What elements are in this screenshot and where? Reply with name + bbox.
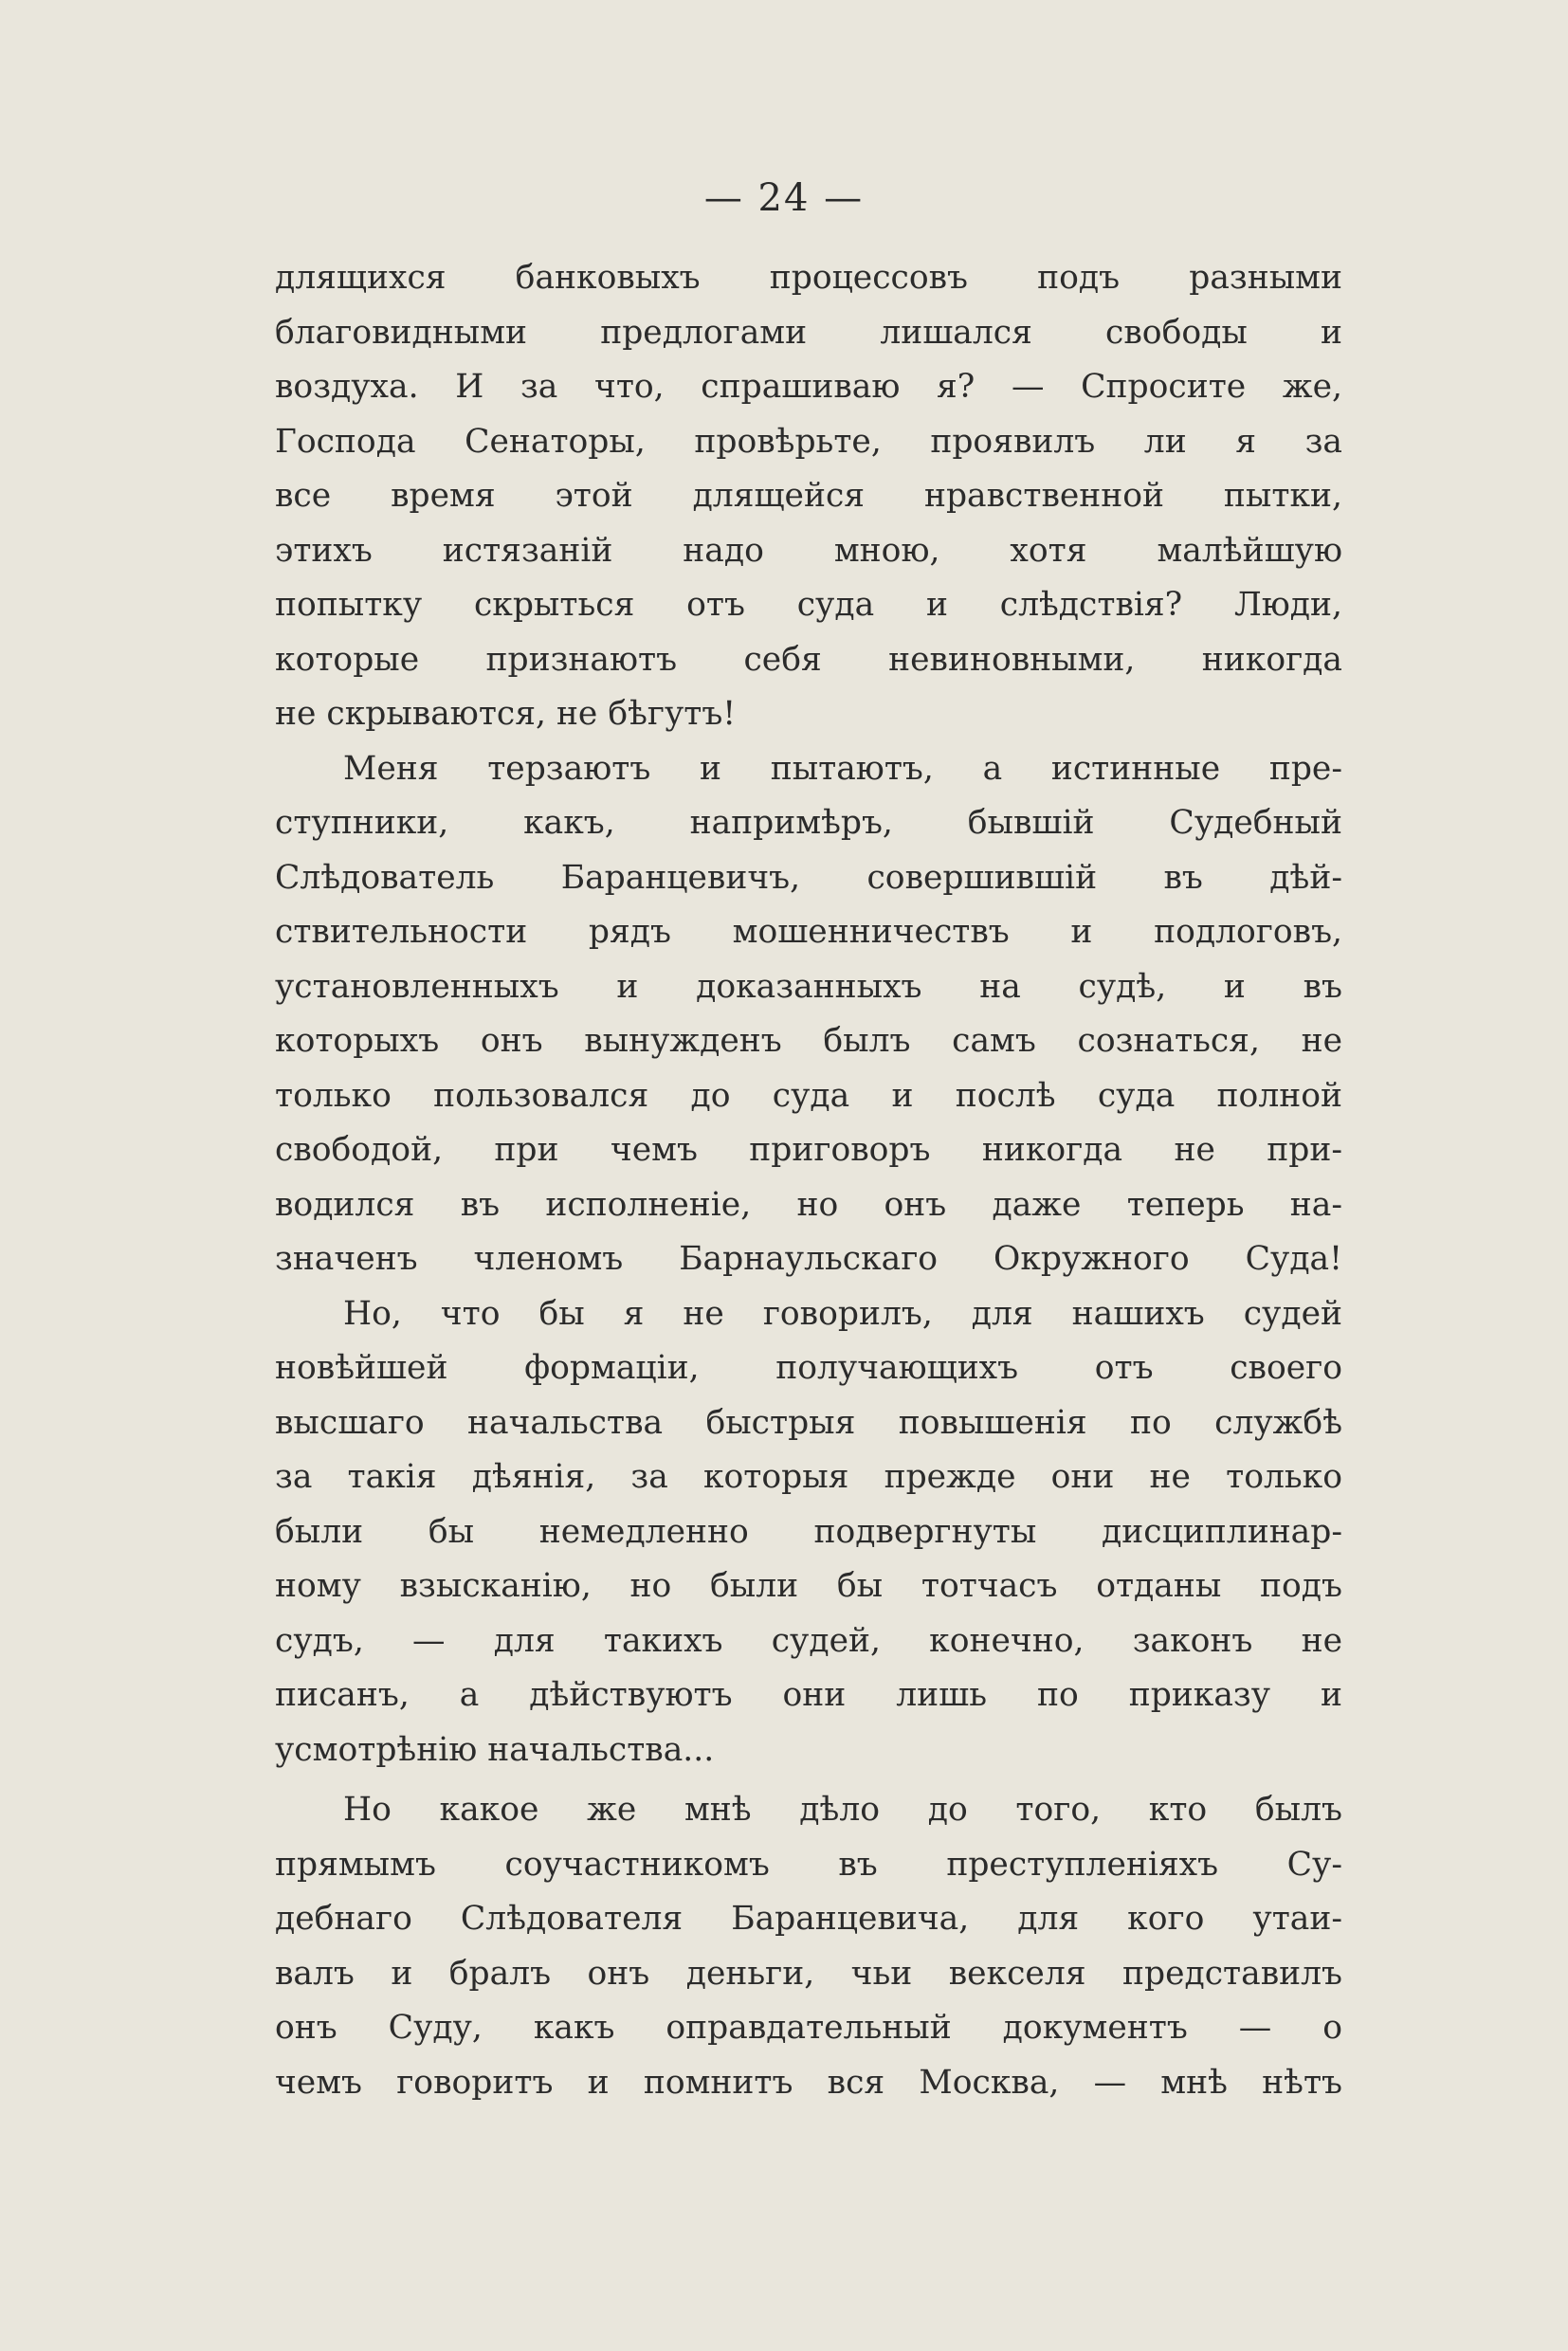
text-line: не скрываются, не бѣгутъ!	[275, 695, 737, 733]
text-line: онъ Суду, какъ оправдательный документъ — о	[275, 2009, 1342, 2047]
text-line: попытку скрыться отъ суда и слѣдствія? Люди,	[275, 586, 1342, 624]
text-line: все время этой длящейся нравственной пытки,	[275, 477, 1342, 515]
text-line: Меня терзаютъ и пытаютъ, а истинные пре-	[343, 749, 1342, 788]
text-line: этихъ истязаній надо мною, хотя малѣйшую	[275, 531, 1342, 570]
text-line: за такія дѣянія, за которыя прежде они не только	[275, 1458, 1342, 1496]
text-line: ствительности рядъ мошенничествъ и подлоговъ,	[275, 913, 1342, 951]
text-line: валъ и бралъ онъ деньги, чьи векселя представилъ	[275, 1954, 1342, 1993]
text-line: высшаго начальства быстрыя повышенія по службѣ	[275, 1403, 1342, 1442]
paragraph-4	[275, 1783, 1342, 2110]
text-line: были бы немедленно подвергнуты дисциплинар-	[275, 1512, 1342, 1551]
text-line: свободой, при чемъ приговоръ никогда не при-	[275, 1131, 1342, 1169]
page-number: — 24 —	[703, 176, 865, 220]
text-line: судъ, — для такихъ судей, конечно, законъ не	[275, 1621, 1342, 1660]
text-line: дебнаго Слѣдователя Баранцевича, для кого утаи-	[275, 1900, 1342, 1938]
text-line: Слѣдователь Баранцевичъ, совершившій въ дѣй-	[275, 858, 1342, 897]
text-line: ступники, какъ, напримѣръ, бывшій Судебный	[275, 804, 1342, 842]
text-line: Но, что бы я не говорилъ, для нашихъ судей	[343, 1294, 1342, 1333]
body-text	[275, 251, 1342, 2110]
paragraph-3	[275, 1287, 1342, 1778]
text-line: установленныхъ и доказанныхъ на судѣ, и въ	[275, 967, 1342, 1006]
text-line: которые признаютъ себя невиновными, никогда	[275, 640, 1342, 679]
text-line: длящихся банковыхъ процессовъ подъ разными	[275, 259, 1342, 297]
paragraph-2	[275, 742, 1342, 1287]
text-line: значенъ членомъ Барнаульскаго Окружного Суда!	[275, 1240, 1342, 1278]
text-line: благовидными предлогами лишался свободы и	[275, 313, 1342, 352]
text-line: которыхъ онъ вынужденъ былъ самъ сознаться, не	[275, 1022, 1342, 1060]
text-line: водился въ исполненіе, но онъ даже теперь на-	[275, 1185, 1342, 1224]
text-line: Господа Сенаторы, провѣрьте, проявилъ ли я за	[275, 422, 1342, 461]
paragraph-1	[275, 251, 1342, 742]
text-line: усмотрѣнію начальства...	[275, 1730, 715, 1769]
text-line: ному взысканію, но были бы тотчасъ отданы подъ	[275, 1567, 1342, 1605]
text-line: прямымъ соучастникомъ въ преступленіяхъ Су-	[275, 1845, 1342, 1884]
text-line: Но какое же мнѣ дѣло до того, кто былъ	[343, 1791, 1342, 1829]
text-line: воздуха. И за что, спрашиваю я? — Спросите же,	[275, 368, 1342, 406]
text-line: чемъ говоритъ и помнитъ вся Москва, — мнѣ нѣтъ	[275, 2063, 1342, 2102]
text-line: новѣйшей формаціи, получающихъ отъ своего	[275, 1349, 1342, 1387]
text-line: писанъ, а дѣйствуютъ они лишь по приказу и	[275, 1676, 1342, 1714]
text-line: только пользовался до суда и послѣ суда полной	[275, 1076, 1342, 1115]
